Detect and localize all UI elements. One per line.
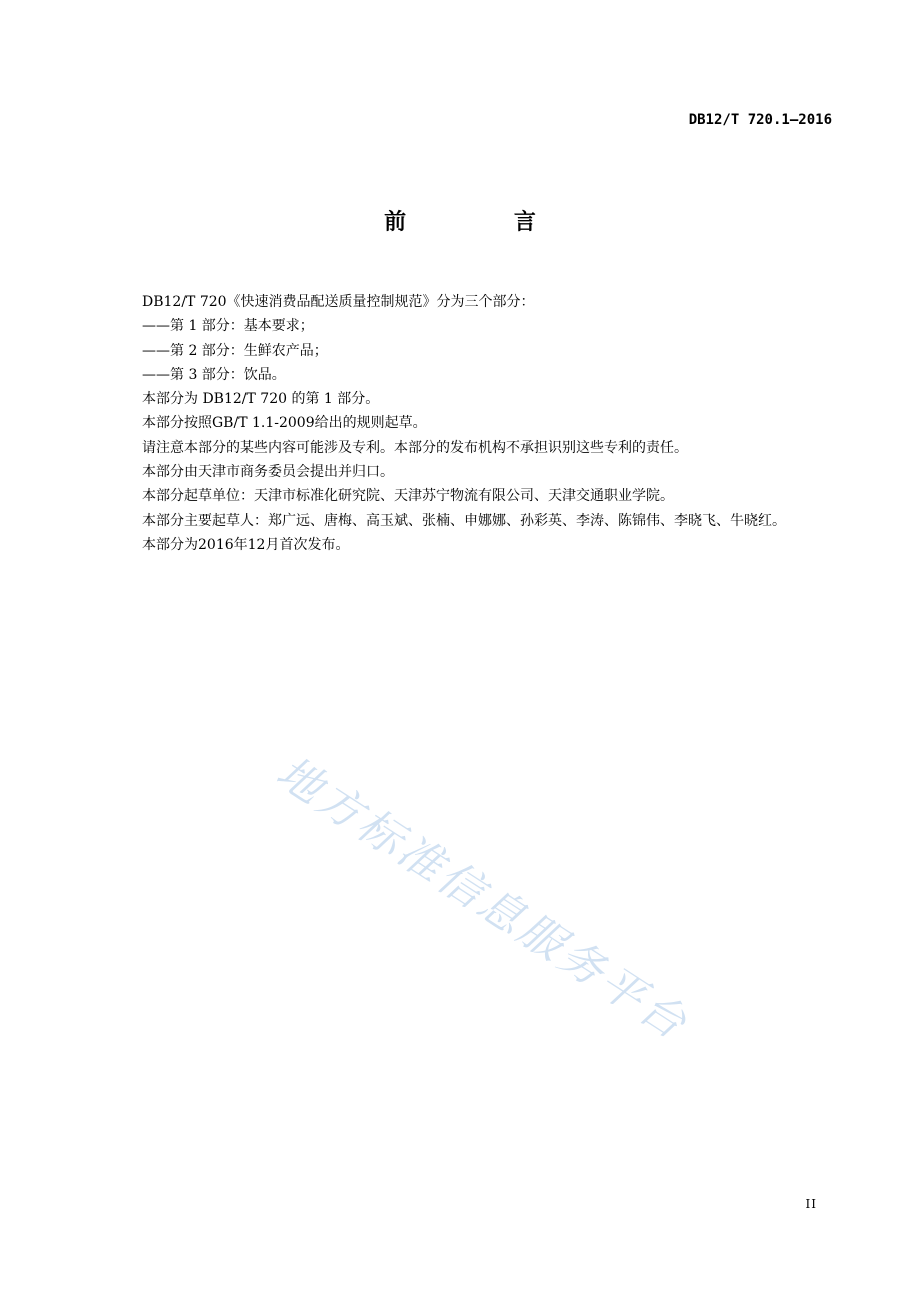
page-title: 前 言 [384, 210, 586, 235]
paragraph-drafting-rules: 本部分按照GB/T 1.1-2009给出的规则起草。 [142, 415, 427, 432]
paragraph-parts-intro: DB12/T 720《快速消费品配送质量控制规范》分为三个部分： [142, 294, 535, 310]
paragraph-proposer: 本部分由天津市商务委员会提出并归口。 [142, 464, 394, 481]
paragraph-this-part: 本部分为 DB12/T 720 的第 1 部分。 [142, 391, 380, 408]
paragraph-drafters: 本部分主要起草人：郑广远、唐梅、高玉斌、张楠、申娜娜、孙彩英、李涛、陈锦伟、李晓飞、牛晓红。 [142, 512, 786, 529]
paragraph-drafting-units: 本部分起草单位：天津市标准化研究院、天津苏宁物流有限公司、天津交通职业学院。 [142, 488, 674, 505]
standard-code: DB12/T 720.1—2016 [688, 112, 832, 128]
paragraph-part-1: ——第 1 部分：基本要求； [142, 318, 314, 335]
paragraph-part-2: ——第 2 部分：生鲜农产品； [142, 342, 328, 359]
watermark: 地方标准信息服务平台 [267, 746, 698, 1051]
foreword-body [111, 290, 833, 557]
paragraph-first-release: 本部分为2016年12月首次发布。 [142, 536, 350, 553]
page-number: II [805, 1197, 817, 1211]
paragraph-patent-notice: 请注意本部分的某些内容可能涉及专利。本部分的发布机构不承担识别这些专利的责任。 [142, 439, 688, 456]
paragraph-part-3: ——第 3 部分：饮品。 [142, 366, 286, 383]
